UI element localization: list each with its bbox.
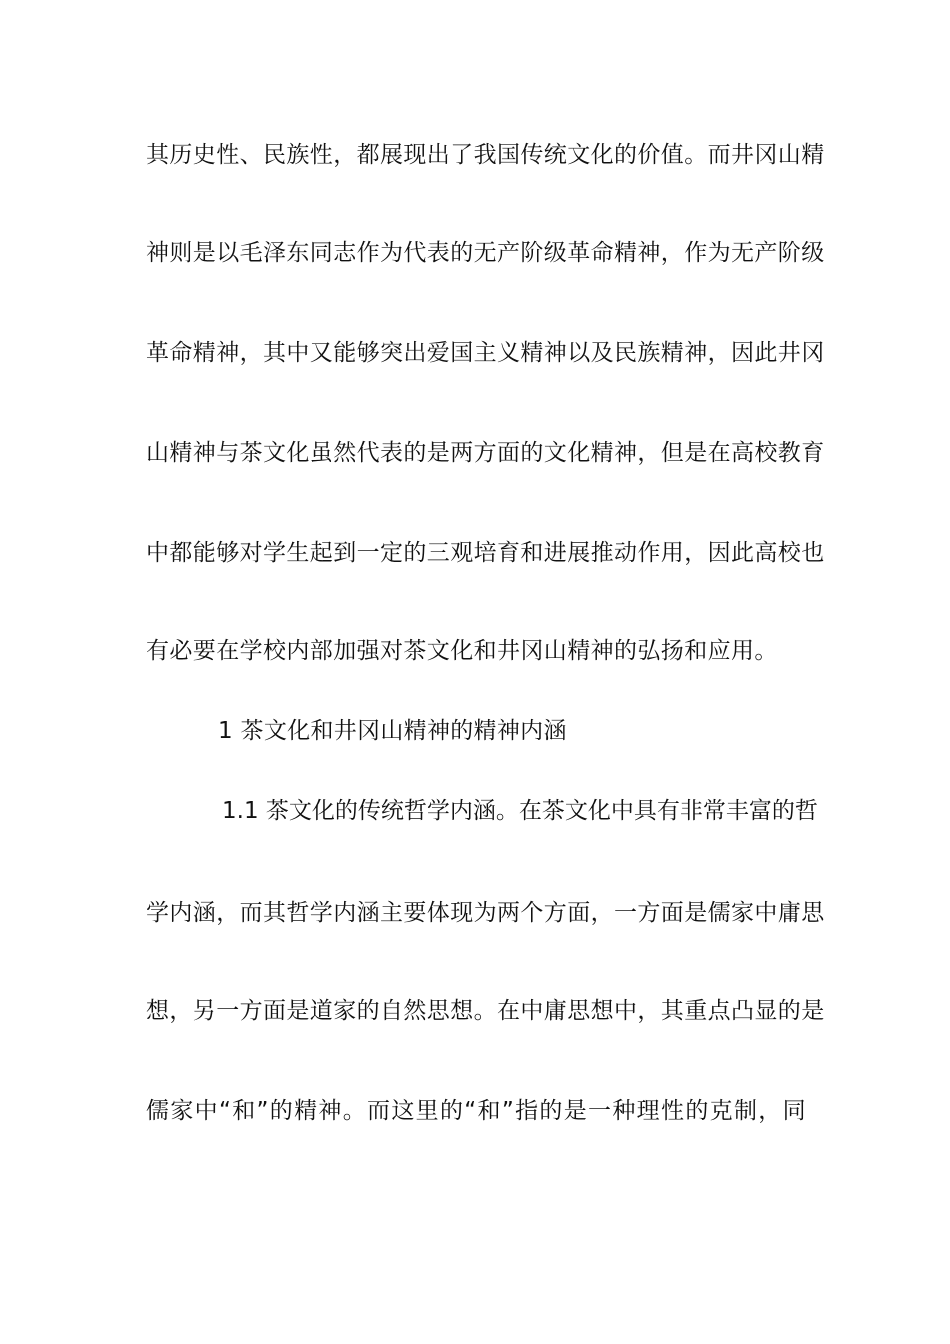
paragraph-line-2: 神则是以毛泽东同志作为代表的无产阶级革命精神，作为无产阶级 — [146, 240, 825, 266]
paragraph-line-5: 中都能够对学生起到一定的三观培育和进展推动作用，因此高校也 — [146, 540, 825, 566]
subsection-first-line: 1.1 茶文化的传统哲学内涵。在茶文化中具有非常丰富的哲 — [222, 798, 818, 824]
paragraph-line-6: 有必要在学校内部加强对茶文化和井冈山精神的弘扬和应用。 — [146, 638, 778, 664]
paragraph-line-4: 山精神与茶文化虽然代表的是两方面的文化精神，但是在高校教育 — [146, 440, 825, 466]
section-heading: 1 茶文化和井冈山精神的精神内涵 — [218, 718, 567, 744]
paragraph-line-3: 革命精神，其中又能够突出爱国主义精神以及民族精神，因此井冈 — [146, 340, 825, 366]
paragraph2-line-2: 想，另一方面是道家的自然思想。在中庸思想中，其重点凸显的是 — [146, 998, 825, 1024]
paragraph2-line-3: 儒家中“和”的精神。而这里的“和”指的是一种理性的克制，同 — [146, 1098, 806, 1124]
paragraph-line-1: 其历史性、民族性，都展现出了我国传统文化的价值。而井冈山精 — [146, 142, 825, 168]
paragraph2-line-1: 学内涵，而其哲学内涵主要体现为两个方面，一方面是儒家中庸思 — [146, 900, 825, 926]
